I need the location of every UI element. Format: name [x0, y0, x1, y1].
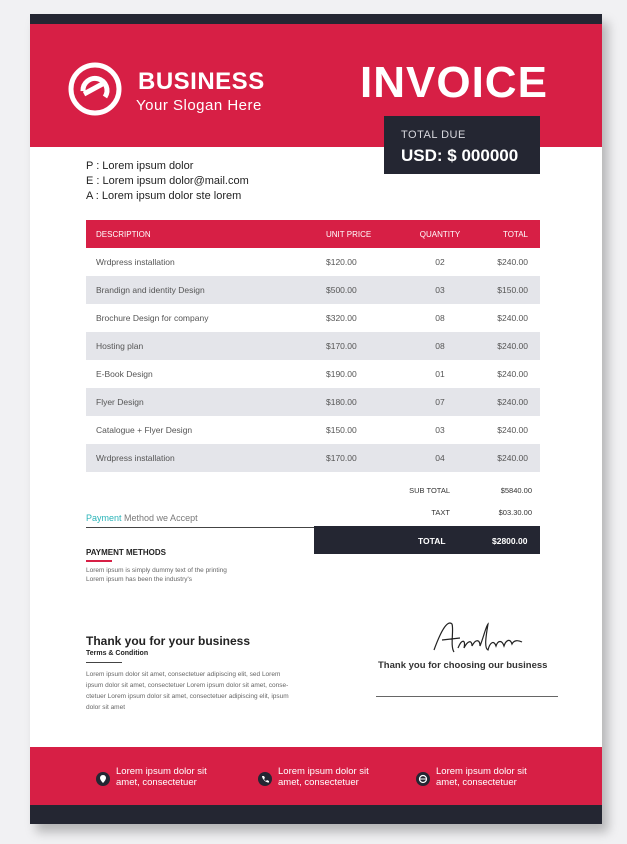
brand-logo-icon [68, 62, 122, 116]
invoice-footer [30, 747, 602, 805]
item-total: $240.00 [497, 341, 528, 351]
footer-strip [30, 805, 602, 824]
footer-phone [278, 766, 369, 788]
item-quantity: 08 [435, 313, 445, 323]
table-body [86, 248, 540, 472]
thanks-heading: Thank you for your business [86, 634, 251, 648]
terms-text-1: Lorem ipsum dolor sit amet, consectetuer adipiscing elit, sed Lorem [86, 671, 281, 678]
footer-address-line1: Lorem ipsum dolor sit [116, 766, 207, 777]
item-total: $240.00 [497, 453, 528, 463]
invoice-page [30, 14, 602, 824]
table-row [86, 248, 540, 276]
brand-slogan: Your Slogan Here [136, 97, 262, 114]
total-due-box [384, 116, 540, 174]
payment-accept-highlight: Payment [86, 513, 122, 523]
phone-icon [258, 772, 272, 786]
brand-name: BUSINESS [138, 68, 265, 95]
item-unit-price: $500.00 [326, 285, 357, 295]
header-quantity: QUANTITY [419, 229, 461, 239]
header-total: TOTAL [502, 229, 528, 239]
item-total: $240.00 [497, 425, 528, 435]
grand-total-value: $2800.00 [492, 536, 528, 546]
item-unit-price: $150.00 [326, 425, 357, 435]
footer-address-line2: amet, consectetuer [116, 777, 197, 788]
subtotal-value: $5840.00 [500, 486, 532, 495]
item-quantity: 07 [435, 397, 445, 407]
total-due-label: TOTAL DUE [401, 129, 466, 141]
footer-phone-line1: Lorem ipsum dolor sit [278, 766, 369, 777]
item-description: Wrdpress installation [96, 453, 175, 463]
signature [428, 618, 528, 658]
item-quantity: 01 [435, 369, 445, 379]
tax-value: $03.30.00 [498, 508, 532, 517]
footer-web-line1: Lorem ipsum dolor sit [436, 766, 527, 777]
tax-label: TAXT [431, 508, 450, 517]
item-total: $240.00 [497, 397, 528, 407]
contact-address: A : Lorem ipsum dolor ste lorem [86, 190, 242, 202]
footer-phone-line2: amet, consectetuer [278, 777, 359, 788]
globe-icon [416, 772, 430, 786]
table-row [86, 332, 540, 360]
table-row [86, 444, 540, 472]
table-row [86, 416, 540, 444]
item-description: Wrdpress installation [96, 257, 175, 267]
table-row [86, 360, 540, 388]
header-description: DESCRIPTION [96, 229, 151, 239]
item-description: Brandign and identity Design [96, 285, 205, 295]
footer-web-line2: amet, consectetuer [436, 777, 517, 788]
grand-total-bar [314, 526, 540, 554]
item-total: $240.00 [497, 369, 528, 379]
terms-underline [86, 662, 122, 663]
item-quantity: 03 [435, 425, 445, 435]
item-description: Brochure Design for company [96, 313, 209, 323]
invoice-title: INVOICE [360, 58, 548, 107]
item-description: Hosting plan [96, 341, 144, 351]
location-icon [96, 772, 110, 786]
payment-methods-underline [86, 560, 112, 562]
item-unit-price: $120.00 [326, 257, 357, 267]
payment-methods-text-1: Lorem ipsum is simply dummy text of the printing [86, 567, 227, 574]
table-row [86, 276, 540, 304]
total-due-value: USD: $ 000000 [401, 146, 519, 165]
grand-total-label: TOTAL [418, 536, 446, 546]
item-description: Catalogue + Flyer Design [96, 425, 193, 435]
item-quantity: 02 [435, 257, 445, 267]
item-quantity: 03 [435, 285, 445, 295]
subtotal-label: SUB TOTAL [409, 486, 450, 495]
contact-phone: P : Lorem ipsum dolor [86, 160, 194, 172]
payment-accept-rest: Method we Accept [121, 513, 198, 523]
contact-email: E : Lorem ipsum dolor@mail.com [86, 175, 249, 187]
item-unit-price: $170.00 [326, 453, 357, 463]
item-total: $150.00 [497, 285, 528, 295]
footer-web [436, 766, 527, 788]
item-unit-price: $190.00 [326, 369, 357, 379]
item-unit-price: $170.00 [326, 341, 357, 351]
item-total: $240.00 [497, 257, 528, 267]
payment-divider [86, 527, 314, 528]
items-table [86, 220, 540, 472]
footer-address [116, 766, 207, 788]
terms-text-4: dolor sit amet [86, 704, 126, 711]
terms-text-2: ipsum dolor sit amet, consectetuer Lorem ipsum dolor sit amet, conse- [86, 682, 289, 689]
item-unit-price: $180.00 [326, 397, 357, 407]
payment-methods-text-2: Lorem ipsum has been the industry's [86, 576, 193, 583]
payment-accept-heading [86, 513, 198, 523]
table-row [86, 304, 540, 332]
terms-text-3: ctetuer Lorem ipsum dolor sit amet, consectetuer adipiscing elit, ipsum [86, 693, 289, 700]
top-strip [30, 14, 602, 24]
signature-line [376, 696, 558, 697]
item-quantity: 08 [435, 341, 445, 351]
item-unit-price: $320.00 [326, 313, 357, 323]
item-description: E-Book Design [96, 369, 153, 379]
signature-thanks: Thank you for choosing our business [378, 660, 548, 671]
table-row [86, 388, 540, 416]
item-quantity: 04 [435, 453, 445, 463]
item-total: $240.00 [497, 313, 528, 323]
item-description: Flyer Design [96, 397, 144, 407]
header-unit-price: UNIT PRICE [326, 229, 372, 239]
terms-heading: Terms & Condition [86, 650, 149, 657]
table-header [86, 220, 540, 248]
payment-methods-title: PAYMENT METHODS [86, 548, 167, 557]
